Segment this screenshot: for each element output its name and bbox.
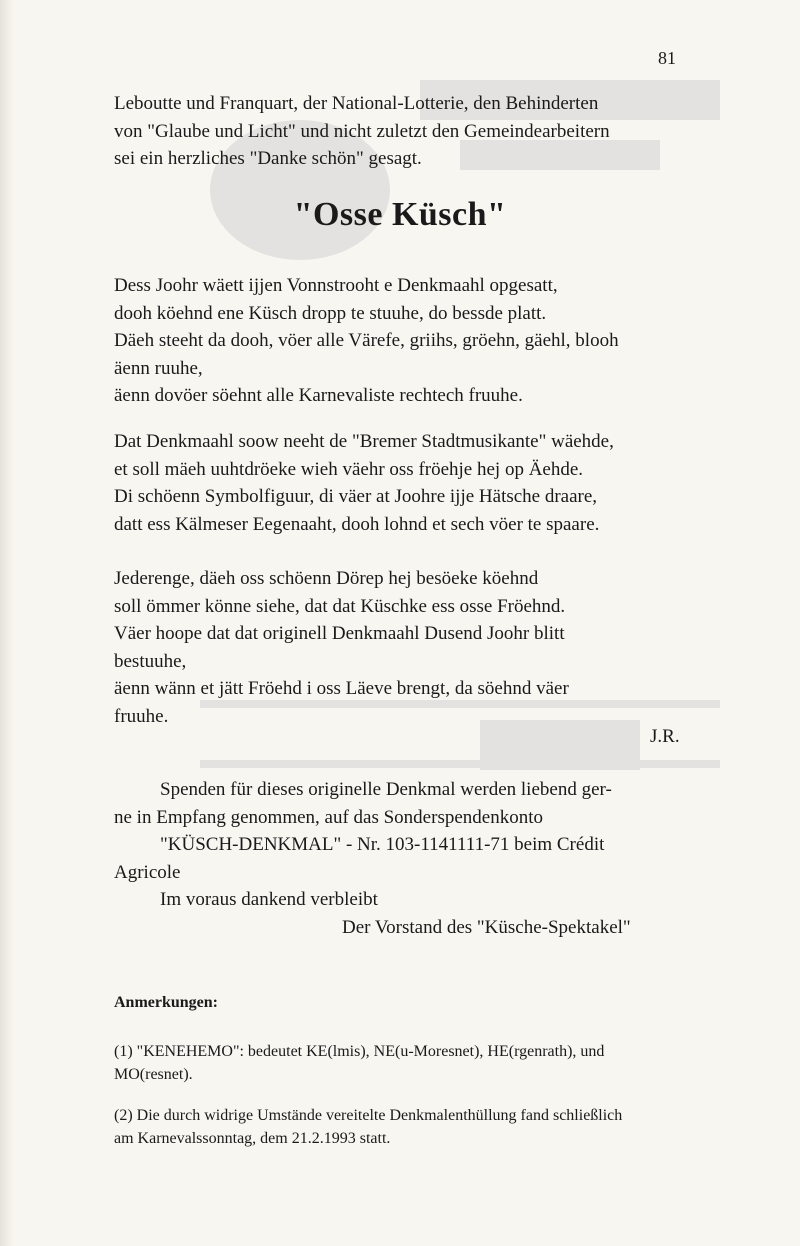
donation-account-line: "KÜSCH-DENKMAL" - Nr. 103-1141111-71 beim Crédit (160, 834, 605, 855)
footnote-line: MO(resnet). (114, 1066, 193, 1083)
poem-line: Jederenge, däeh oss schöenn Dörep hej besöeke köehnd (114, 568, 539, 589)
footnote-line: am Karnevalssonntag, dem 21.2.1993 statt. (114, 1130, 391, 1147)
poem-line: Däeh steeht da dooh, vöer alle Värefe, griihs, gröehn, gäehl, blooh (114, 330, 619, 351)
footnote-2 (114, 1104, 694, 1150)
footnote-1 (114, 1040, 694, 1086)
donation-line: ne in Empfang genommen, auf das Sonderspendenkonto (114, 806, 543, 828)
intro-line: sei ein herzliches "Danke schön" gesagt. (114, 148, 422, 169)
intro-line: von "Glaube und Licht" und nicht zuletzt den Gemeindearbeitern (114, 120, 610, 142)
poem-line: äenn wänn et jätt Fröehd i oss Läeve brengt, da söehnd väer (114, 678, 569, 699)
intro-line: Leboutte und Franquart, der National-Lotterie, den Behinderten (114, 93, 599, 114)
poem-line: dooh köehnd ene Küsch dropp te stuuhe, do bessde platt. (114, 302, 547, 324)
poem-line: äenn dovöer söehnt alle Karnevaliste rechtech fruuhe. (114, 385, 523, 406)
donation-line: Spenden für dieses originelle Denkmal werden liebend ger- (160, 779, 612, 800)
closing-line: Im voraus dankend verbleibt (160, 889, 378, 910)
poem-stanza-2 (114, 428, 690, 538)
poem-line: Väer hoope dat dat originell Denkmaahl Dusend Joohr blitt (114, 623, 565, 644)
poem-line: datt ess Kälmeser Eegenaaht, dooh lohnd et sech vöer te spaare. (114, 513, 600, 535)
poem-stanza-1 (114, 272, 690, 410)
intro-paragraph (114, 90, 690, 173)
closing-signature: Der Vorstand des "Küsche-Spektakel" (342, 916, 631, 938)
poem-line: Dat Denkmaahl soow neeht de "Bremer Stadtmusikante" wäehde, (114, 431, 614, 452)
page-number: 81 (658, 48, 676, 68)
poem-line: Di schöenn Symbolfiguur, di väer at Joohre ijje Hätsche draare, (114, 486, 598, 507)
poem-title: "Osse Küsch" (293, 196, 507, 233)
notes-heading: Anmerkungen: (114, 994, 219, 1011)
poem-line: bestuuhe, (114, 650, 187, 672)
page-edge-shadow (0, 0, 14, 1246)
poem-line: fruuhe. (114, 705, 169, 727)
footnote-line: (1) "KENEHEMO": bedeutet KE(lmis), NE(u-Moresnet), HE(rgenrath), und (114, 1043, 605, 1060)
donation-line: Agricole (114, 861, 181, 883)
poem-line: äenn ruuhe, (114, 357, 203, 379)
footnote-line: (2) Die durch widrige Umstände vereitelte Denkmalenthüllung fand schließlich (114, 1107, 623, 1124)
donation-paragraph (114, 776, 694, 941)
poem-line: et soll mäeh uuhtdröeke wieh väehr oss fröehje hej op Äehde. (114, 458, 584, 480)
poem-stanza-3 (114, 565, 690, 730)
poem-line: soll ömmer könne siehe, dat dat Küschke ess osse Fröehnd. (114, 595, 566, 617)
poem-signature: J.R. (650, 726, 680, 747)
poem-line: Dess Joohr wäett ijjen Vonnstrooht e Denkmaahl opgesatt, (114, 275, 558, 296)
